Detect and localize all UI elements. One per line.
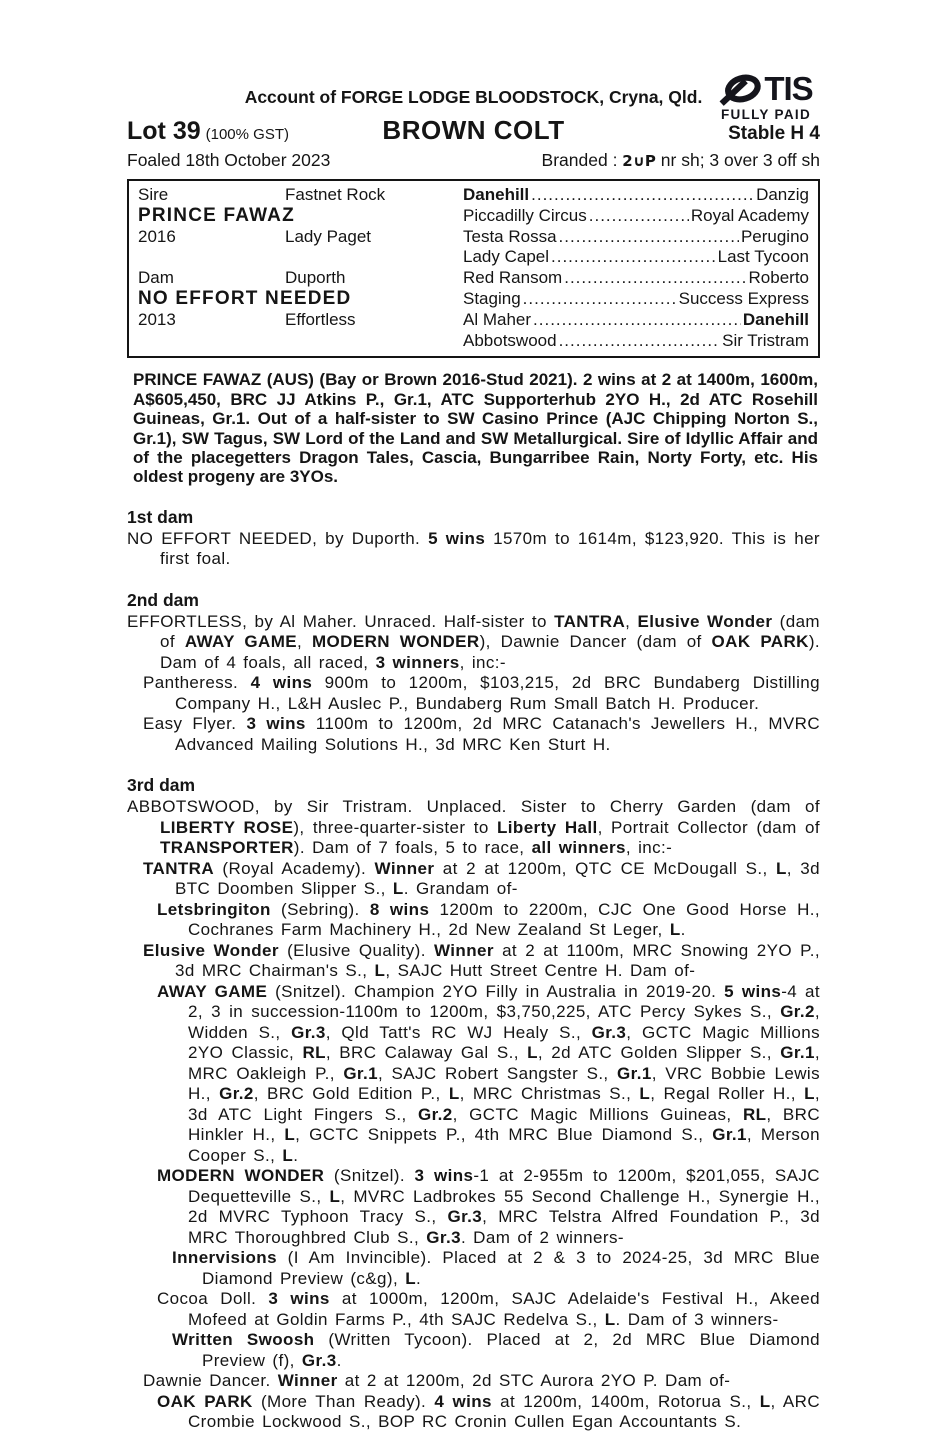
branded-prefix: Branded : (541, 150, 623, 170)
lot-row (127, 115, 820, 146)
pedigree-ancestor-pair (463, 268, 809, 289)
pedigree-ancestor: Staging (463, 288, 521, 308)
lot-left (127, 117, 382, 146)
sire-name: PRINCE FAWAZ (138, 204, 295, 226)
pedigree-entry: EFFORTLESS, by Al Maher. Unraced. Half-sister to TANTRA, Elusive Wonder (dam of AWAY GAME, MODERN WONDER), Dawnie Dancer (dam of OAK PARK). Dam of 4 foals, all raced, 3 winners, inc:- (127, 611, 821, 672)
pedigree-entry: Dawnie Dancer. Winner at 2 at 1200m, 2d STC Aurora 2YO P. Dam of- (143, 1371, 731, 1391)
pedigree-ancestor-pair (463, 289, 809, 310)
account-line: Account of FORGE LODGE BLOODSTOCK, Cryna, Qld. (244, 87, 703, 107)
dam-heading: 2nd dam (127, 589, 199, 610)
pedigree-entry: AWAY GAME (Snitzel). Champion 2YO Filly in Australia in 2019-20. 5 wins-4 at 2, 3 in succession-1100m to 1200m, $3,750,225, ATC Percy Sykes S., Gr.2, Widden S., Gr.3, Qld Tatt's RC WJ Healy S., Gr.3, GCTC Magic Millions 2YO Classic, RL, BRC Calaway Gal S., L, 2d ATC Golden Slipper S., Gr.1, MRC Oakleigh P., Gr.1, SAJC Robert Sangster S., Gr.1, VRC Bobbie Lewis H., Gr.2, BRC Gold Edition P., L, MRC Christmas S., L, Regal Roller H., L, 3d ATC Light Fingers S., Gr.2, GCTC Magic Millions Guineas, RL, BRC Hinkler H., L, GCTC Snippets P., 4th MRC Blue Diamond S., Gr.1, Merson Cooper S., L. (157, 981, 821, 1165)
leader-dots (589, 206, 689, 227)
pedigree-ancestor-sire: Danzig (756, 185, 809, 204)
pedigree-entry: Elusive Wonder (Elusive Quality). Winner at 2 at 1100m, MRC Snowing 2YO P., 3d MRC Chairman's S., L, SAJC Hutt Street Centre H. Dam of- (143, 940, 820, 981)
brand-mark: 2∪P (622, 152, 656, 170)
leader-dots (523, 289, 677, 310)
lot-number: Lot 39 (127, 117, 201, 145)
leader-dots (531, 185, 754, 206)
pedigree-ancestor-pair (463, 185, 809, 206)
pedigree-ancestor: Danehill (463, 185, 530, 204)
pedigree-ancestor-pair (463, 331, 809, 352)
pedigree-parent: Fastnet Rock (285, 185, 386, 204)
pedigree-row (138, 185, 809, 206)
pedigree-generation-label: Dam (138, 268, 174, 288)
qtis-logo-text: TIS (764, 70, 813, 107)
dam-name: NO EFFORT NEEDED (138, 287, 352, 309)
pedigree-ancestor: Testa Rossa (463, 226, 557, 246)
leader-dots (533, 310, 741, 331)
pedigree-generation-label: Sire (138, 185, 169, 204)
pedigree-ancestor-pair (463, 206, 809, 227)
pedigree-ancestor-pair (463, 310, 809, 331)
pedigree-parent: Effortless (285, 309, 356, 329)
pedigree-ancestor-sire: Royal Academy (690, 205, 809, 225)
fully-paid-label: FULLY PAID (720, 107, 811, 122)
catalogue-page (127, 0, 820, 1433)
leader-dots (559, 331, 721, 352)
dam-section-1 (127, 507, 820, 570)
branded-suffix: nr sh; 3 over 3 off sh (655, 150, 820, 170)
pedigree-ancestor: Piccadilly Circus (463, 205, 587, 225)
pedigree-ancestor-sire: Last Tycoon (717, 247, 809, 267)
foaled-date: Foaled 18th October 2023 (127, 150, 331, 170)
pedigree-ancestor-sire: Success Express (678, 288, 809, 308)
pedigree-row (138, 289, 809, 310)
pedigree-ancestor: Al Maher (463, 309, 532, 329)
pedigree-row (138, 331, 809, 352)
dam-section-2 (127, 590, 820, 756)
gst-note: (100% GST) (205, 126, 289, 143)
foal-row (127, 149, 820, 172)
pedigree-entry: TANTRA (Royal Academy). Winner at 2 at 1200m, QTC CE McDougall S., L, 3d BTC Doomben Slipper S., L. Grandam of- (143, 858, 820, 899)
pedigree-row (138, 310, 809, 331)
pedigree-entry: OAK PARK (More Than Ready). 4 wins at 1200m, 1400m, Rotorua S., L, ARC Crombie Lockwood S., BOP RC Cronin Cullen Egan Accountants S. (157, 1391, 820, 1432)
pedigree-ancestor-pair (463, 227, 809, 248)
dam-heading: 3rd dam (127, 775, 196, 796)
pedigree-entry: MODERN WONDER (Snitzel). 3 wins-1 at 2-955m to 1200m, $201,055, SAJC Dequetteville S., L, MVRC Ladbrokes 55 Second Challenge H., Synergie H., 2d MVRC Typhoon Tracy S., Gr.3, MRC Telstra Alfred Foundation P., 3d MRC Thoroughbred Club S., Gr.3. Dam of 2 winners- (157, 1166, 820, 1247)
pedigree-ancestor-sire: Perugino (740, 226, 809, 246)
pedigree-ancestor: Red Ransom (463, 268, 563, 288)
pedigree-table (127, 179, 820, 358)
pedigree-entry: Letsbringiton (Sebring). 8 wins 1200m to 2200m, CJC One Good Horse H., Cochranes Farm Machinery H., 2d New Zealand St Leger, L. (157, 899, 821, 940)
page-title: BROWN COLT (382, 115, 565, 145)
pedigree-parent: Duporth (285, 268, 346, 288)
leader-dots (559, 227, 739, 248)
pedigree-ancestor: Lady Capel (463, 247, 550, 267)
pedigree-entry: ABBOTSWOOD, by Sir Tristram. Unplaced. Sister to Cherry Garden (dam of LIBERTY ROSE), three-quarter-sister to Liberty Hall, Portrait Collector (dam of TRANSPORTER). Dam of 7 foals, 5 to race, all winners, inc:- (127, 797, 820, 858)
pedigree-generation-label: 2013 (138, 309, 176, 329)
branded-line (542, 149, 820, 172)
pedigree-ancestor: Abbotswood (463, 330, 557, 350)
pedigree-row (138, 227, 809, 248)
pedigree-ancestor-sire: Sir Tristram (722, 330, 809, 350)
pedigree-entry: Pantheress. 4 wins 900m to 1200m, $103,215, 2d BRC Bundaberg Distilling Company H., L&H Auslec P., Bundaberg Rum Small Batch H. Producer. (143, 673, 820, 713)
pedigree-ancestor-sire: Danehill (742, 309, 809, 329)
leader-dots (551, 247, 716, 268)
pedigree-ancestor-pair (463, 247, 809, 268)
stable-label: Stable H 4 (728, 123, 820, 144)
pedigree-ancestor-sire: Roberto (748, 268, 809, 288)
dam-section-3 (127, 775, 820, 1433)
pedigree-entry: Innervisions (I Am Invincible). Placed at 2 & 3 to 2024-25, 3d MRC Blue Diamond Preview (c&g), L. (172, 1248, 820, 1288)
pedigree-entry: NO EFFORT NEEDED, by Duporth. 5 wins 1570m to 1614m, $123,920. This is her first foal. (127, 528, 820, 569)
pedigree-entry: Easy Flyer. 3 wins 1100m to 1200m, 2d MRC Catanach's Jewellers H., MVRC Advanced Mailing Solutions H., 3d MRC Ken Sturt H. (143, 714, 820, 754)
dam-heading: 1st dam (127, 506, 194, 527)
pedigree-generation-label: 2016 (138, 226, 176, 246)
pedigree-row (138, 247, 809, 268)
leader-dots (564, 268, 746, 289)
sire-summary-paragraph: PRINCE FAWAZ (AUS) (Bay or Brown 2016-Stud 2021). 2 wins at 2 at 1400m, 1600m, A$605,450, BRC JJ Atkins P., Gr.1, ATC Supporterhub 2YO H., 2d ATC Rosehill Guineas, Gr.1. Out of a half-sister to SW Casino Prince (AJC Chipping Norton S., Gr.1), SW Tagus, SW Lord of the Land and SW Metallurgical. Sire of Idyllic Affair and of the placegetters Dragon Tales, Cascia, Bungarribee Rain, Norty Forty, etc. His oldest progeny are 3YOs. (133, 370, 818, 487)
pedigree-entry: Written Swoosh (Written Tycoon). Placed at 2, 2d MRC Blue Diamond Preview (f), Gr.3. (172, 1330, 820, 1370)
pedigree-parent: Lady Paget (285, 226, 372, 246)
pedigree-row (138, 206, 809, 227)
pedigree-row (138, 268, 809, 289)
pedigree-entry: Cocoa Doll. 3 wins at 1000m, 1200m, SAJC Adelaide's Festival H., Akeed Mofeed at Goldin Farms P., 4th SAJC Redelva S., L. Dam of 3 winners- (157, 1289, 820, 1329)
